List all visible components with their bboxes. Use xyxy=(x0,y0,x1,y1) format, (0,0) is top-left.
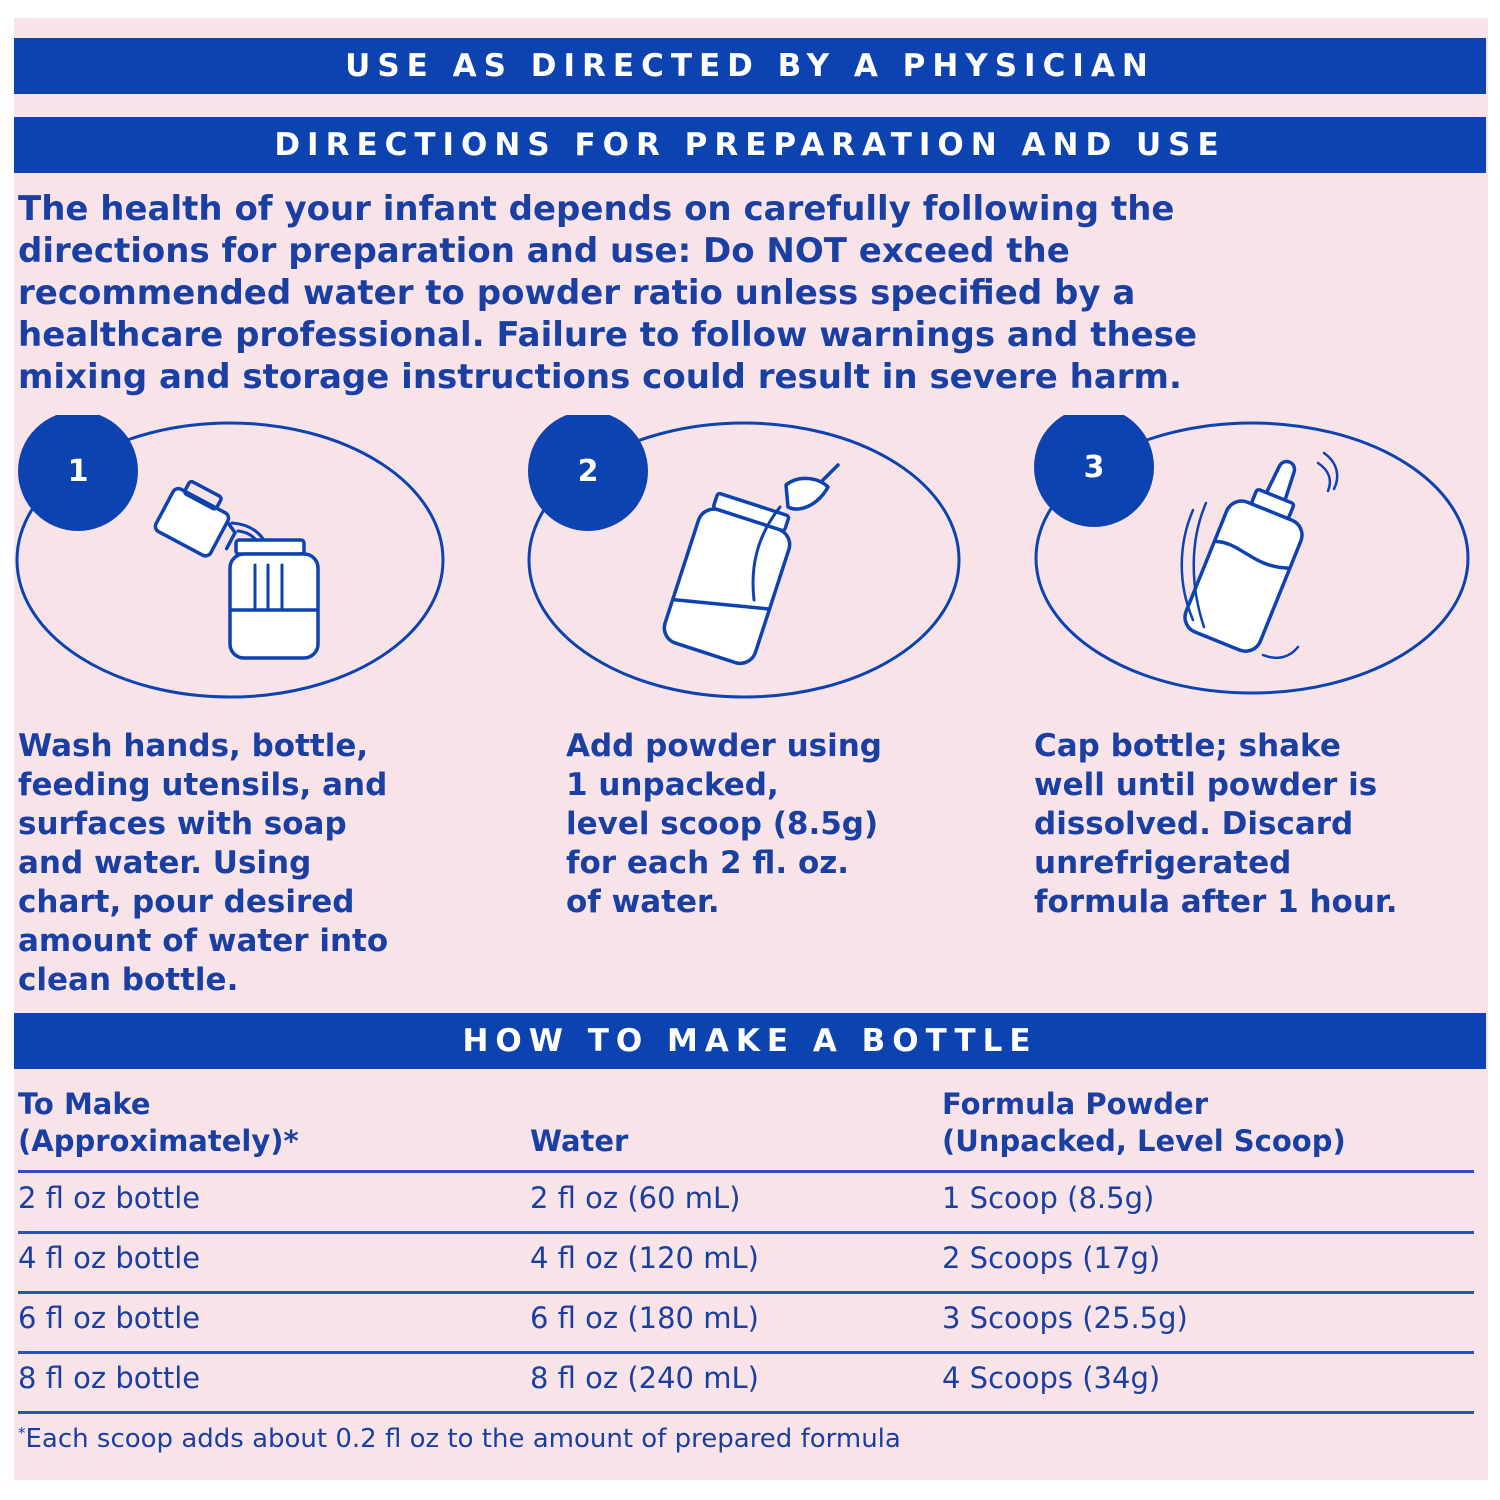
cell-powder: 1 Scoop (8.5g) xyxy=(942,1181,1155,1215)
intro-line: healthcare professional. Failure to follow warnings and these xyxy=(18,315,1198,355)
col-header-powder-line1: Formula Powder xyxy=(942,1087,1209,1121)
step-1-line: amount of water into xyxy=(18,923,389,959)
col-header-powder xyxy=(942,1086,1346,1160)
table-row xyxy=(18,1353,1474,1414)
step-2-line: 1 unpacked, xyxy=(566,767,779,803)
col-header-powder-line2: (Unpacked, Level Scoop) xyxy=(942,1124,1346,1158)
cell-powder: 2 Scoops (17g) xyxy=(942,1241,1161,1275)
step-3-line: Cap bottle; shake xyxy=(1034,728,1341,764)
step-1-line: and water. Using xyxy=(18,845,312,881)
cell-water: 6 fl oz (180 mL) xyxy=(530,1301,759,1335)
table-title-banner: HOW TO MAKE A BOTTLE xyxy=(14,1013,1486,1069)
step-3-line: unrefrigerated xyxy=(1034,845,1292,881)
col-header-water: Water xyxy=(530,1124,629,1158)
shake-bottle-icon xyxy=(1180,447,1337,658)
cell-to-make: 6 fl oz bottle xyxy=(18,1301,201,1335)
step-2-instructions xyxy=(566,727,882,922)
step-2-line: level scoop (8.5g) xyxy=(566,806,879,842)
step-1-line: feeding utensils, and xyxy=(18,767,388,803)
physician-banner: USE AS DIRECTED BY A PHYSICIAN xyxy=(14,38,1486,94)
table-row xyxy=(18,1233,1474,1294)
step-3-number: 3 xyxy=(1083,449,1105,485)
footnote-mark: * xyxy=(18,1424,26,1442)
step-1-line: Wash hands, bottle, xyxy=(18,728,369,764)
table-row xyxy=(18,1293,1474,1354)
step-1-number: 1 xyxy=(67,453,89,489)
cell-to-make: 2 fl oz bottle xyxy=(18,1181,201,1215)
footnote-text: Each scoop adds about 0.2 fl oz to the amount of prepared formula xyxy=(25,1424,901,1454)
step-3-instructions xyxy=(1034,727,1398,922)
step-3-line: formula after 1 hour. xyxy=(1034,884,1398,920)
step-1-line: chart, pour desired xyxy=(18,884,355,920)
cell-powder: 4 Scoops (34g) xyxy=(942,1361,1161,1395)
step-1-instructions xyxy=(18,727,388,1000)
table-footnote xyxy=(18,1424,901,1454)
step-1-line: clean bottle. xyxy=(18,962,239,998)
intro-line: recommended water to powder ratio unless specified by a xyxy=(18,273,1136,313)
pour-water-into-bottle-icon xyxy=(153,476,318,658)
cell-to-make: 8 fl oz bottle xyxy=(18,1361,201,1395)
col-header-to-make xyxy=(18,1086,299,1160)
intro-line: directions for preparation and use: Do NOT exceed the xyxy=(18,231,1070,271)
step-3-line: well until powder is xyxy=(1034,767,1378,803)
intro-line: mixing and storage instructions could result in severe harm. xyxy=(18,357,1182,397)
cell-water: 8 fl oz (240 mL) xyxy=(530,1361,759,1395)
cell-water: 2 fl oz (60 mL) xyxy=(530,1181,741,1215)
step-3-line: dissolved. Discard xyxy=(1034,806,1354,842)
step-2-line: of water. xyxy=(566,884,720,920)
table-row xyxy=(18,1173,1474,1234)
col-header-to-make-line2: (Approximately)* xyxy=(18,1124,299,1158)
step-2-line: for each 2 fl. oz. xyxy=(566,845,850,881)
cell-powder: 3 Scoops (25.5g) xyxy=(942,1301,1188,1335)
step-2-number: 2 xyxy=(577,453,599,489)
step-1-line: surfaces with soap xyxy=(18,806,347,842)
cell-to-make: 4 fl oz bottle xyxy=(18,1241,201,1275)
intro-warning xyxy=(18,188,1478,398)
col-header-to-make-line1: To Make xyxy=(18,1087,151,1121)
step-2-line: Add powder using xyxy=(566,728,882,764)
intro-line: The health of your infant depends on carefully following the xyxy=(18,189,1175,229)
cell-water: 4 fl oz (120 mL) xyxy=(530,1241,759,1275)
scoop-powder-into-bottle-icon xyxy=(660,465,838,667)
directions-banner: DIRECTIONS FOR PREPARATION AND USE xyxy=(14,117,1486,173)
